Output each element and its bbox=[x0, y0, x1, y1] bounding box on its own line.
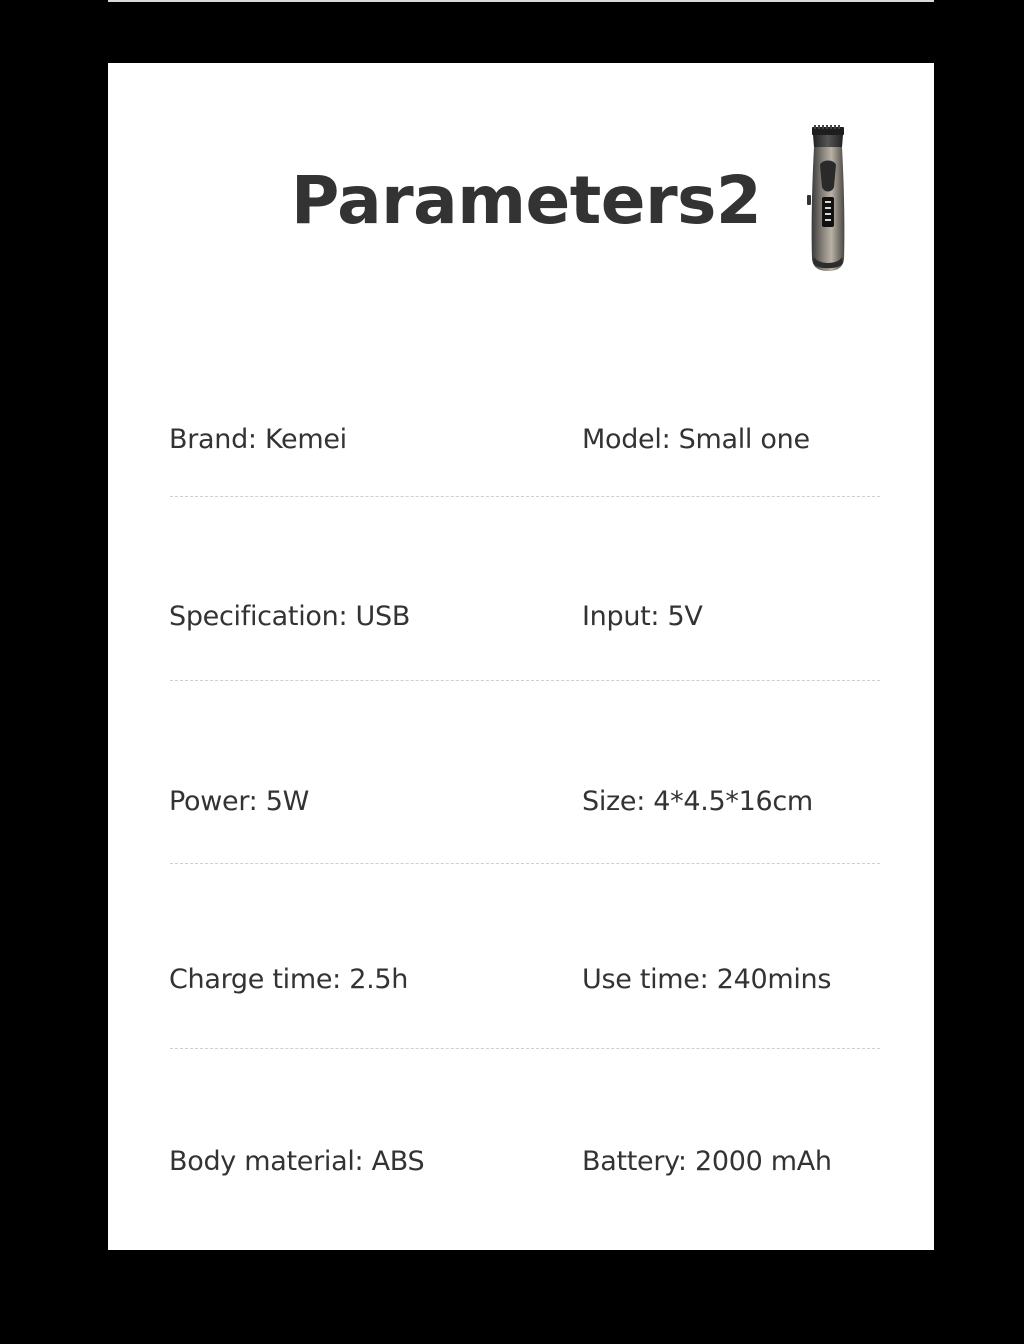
page-title: Parameters2 bbox=[291, 162, 762, 239]
param-power: Power: 5W bbox=[169, 786, 310, 817]
row-divider bbox=[170, 863, 880, 864]
row-divider bbox=[170, 496, 880, 497]
param-charge-time: Charge time: 2.5h bbox=[169, 964, 409, 995]
param-input: Input: 5V bbox=[582, 601, 703, 632]
param-brand: Brand: Kemei bbox=[169, 424, 347, 455]
param-model: Model: Small one bbox=[582, 424, 810, 455]
param-use-time: Use time: 240mins bbox=[582, 964, 832, 995]
param-row bbox=[169, 420, 880, 460]
param-row bbox=[169, 1142, 880, 1182]
param-row bbox=[169, 782, 880, 822]
param-body-material: Body material: ABS bbox=[169, 1146, 425, 1177]
parameters-list bbox=[108, 63, 934, 1250]
param-size: Size: 4*4.5*16cm bbox=[582, 786, 813, 817]
row-divider bbox=[170, 1048, 880, 1049]
param-row bbox=[169, 597, 880, 637]
param-battery: Battery: 2000 mAh bbox=[582, 1146, 832, 1177]
top-border-line bbox=[108, 0, 934, 2]
param-specification: Specification: USB bbox=[169, 601, 411, 632]
row-divider bbox=[170, 680, 880, 681]
param-row bbox=[169, 960, 880, 1000]
parameters-card bbox=[108, 63, 934, 1250]
